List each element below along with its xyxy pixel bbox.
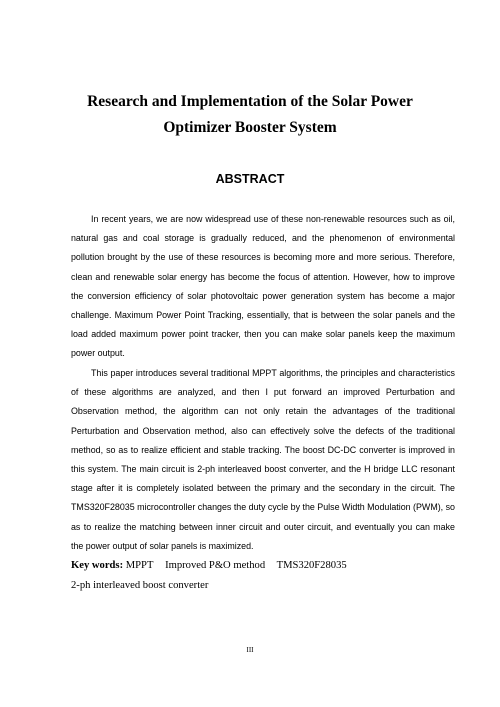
abstract-paragraph-2: This paper introduces several traditional MPPT algorithms, the principles and characteristics of these algorithms are analyzed, and then I put forward an improved Perturbation and Observation method, the algorithm can not only retain the advantages of the traditional Perturbation and Observation method, also can effectively solve the defects of the traditional method, so as to realize efficient and stable tracking. The boost DC-DC converter is improved in this system. The main circuit is 2-ph interleaved boost converter, and the H bridge LLC resonant stage after it is completely isolated between the primary and the secondary in the circuit. The TMS320F28035 microcontroller changes the duty cycle by the Pulse Width Modulation (PWM), so as to realize the matching between inner circuit and outer circuit, and eventually you can make the power output of solar panels is maximized.	[71, 368, 455, 551]
keywords-label: Key words	[71, 560, 120, 571]
keyword-item: MPPT	[125, 560, 154, 571]
abstract-paragraph-1: In recent years, we are now widespread use of these non-renewable resources such as oil, natural gas and coal storage is gradually reduced, and the phenomenon of environmental pollution brought by the use of these resources is becoming more and more serious. Therefore, clean and renewable solar energy has become the focus of attention. However, how to improve the conversion efficiency of solar photovoltaic power generation system has become a major challenge. Maximum Power Point Tracking, essentially, that is between the solar panels and the load added maximum power point tracker, then you can make solar panels keep the maximum power output.	[71, 214, 455, 359]
abstract-heading: ABSTRACT	[215, 172, 285, 186]
keywords-separator: :	[119, 560, 124, 571]
page-number: III	[246, 646, 254, 654]
thesis-title-line-2: Optimizer Booster System	[163, 119, 337, 136]
thesis-title-line-1: Research and Implementation of the Solar Power	[87, 93, 413, 110]
keyword-item: 2-ph interleaved boost converter	[71, 580, 209, 591]
keyword-item: Improved P&O method	[165, 560, 266, 571]
keywords-section	[71, 556, 471, 596]
keyword-item: TMS320F28035	[276, 560, 347, 571]
